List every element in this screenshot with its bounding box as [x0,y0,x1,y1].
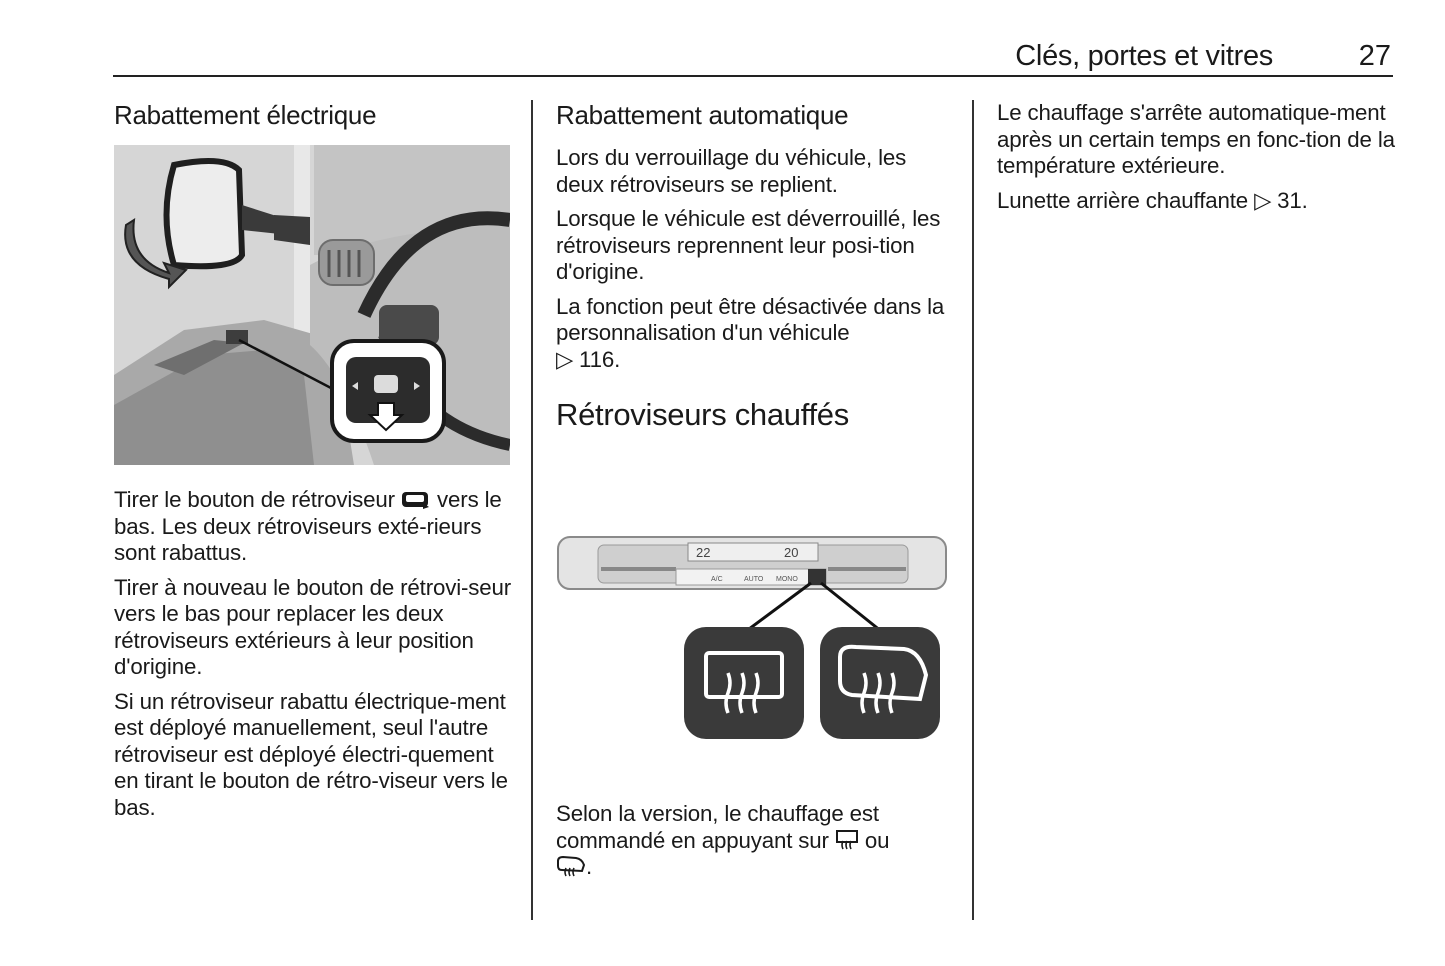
column-divider-1 [531,100,533,920]
mono-button-label: MONO [776,576,798,583]
ac-button-label: A/C [711,576,723,583]
paragraph-manual-deploy: Si un rétroviseur rabattu électrique-ment est déployé manuellement, seul l'autre rétroviseur est déployé électri-quement en tirant le bouton de rétro-viseur vers le bas. [114,688,508,820]
section-heated-mirrors: Rétroviseurs chauffés [556,397,849,432]
temp-left-display: 22 [696,545,711,560]
heading-automatic-folding: Rabattement automatique [556,100,849,130]
mirror-switch-icon [401,490,431,510]
mirror-folding-illustration [114,145,510,465]
paragraph-rear-window-ref: Lunette arrière chauffante ▷ 31. [997,187,1308,213]
heading-electric-folding: Rabattement électrique [114,100,377,130]
paragraph-redeploy: Tirer à nouveau le bouton de rétrovi-seur vers le bas pour replacer les deux rétroviseurs extérieurs à leur position d'origine. [114,574,512,679]
page-number: 27 [1358,40,1391,72]
temp-right-display: 20 [784,545,799,560]
climate-panel-illustration [556,525,948,747]
running-header-title: Clés, portes et vitres [1015,40,1273,72]
paragraph-personalisation: La fonction peut être désactivée dans la personnalisation d'un véhicule ▷ 116. [556,293,945,372]
column-1 [114,100,514,145]
header-rule [113,75,1393,77]
paragraph-locking: Lors du verrouillage du véhicule, les deux rétroviseurs se replient. [556,145,907,197]
page-ref-arrow-icon: ▷ [556,346,573,372]
paragraph-auto-off: Le chauffage s'arrête automatique-ment après un certain temps en fonc-tion de la température extérieure. [997,100,1395,178]
column-2 [556,100,956,433]
page-ref-116: 116. [579,346,621,372]
mirror-heat-icon [556,855,586,877]
paragraph-heated-control: Selon la version, le chauffage est commandé en appuyant sur ou . [556,801,890,879]
page-ref-arrow-icon: ▷ [1254,187,1272,213]
auto-button-label: AUTO [744,576,764,583]
column-3 [997,100,1397,222]
column-divider-2 [972,100,974,920]
paragraph-pull-switch: Tirer le bouton de rétroviseur vers le bas. Les deux rétroviseurs exté-rieurs sont rabattus. [114,487,502,565]
rear-window-heat-icon [835,829,859,851]
page-ref-31: 31. [1277,187,1308,213]
paragraph-unlocking: Lorsque le véhicule est déverrouillé, les rétroviseurs reprennent leur posi-tion d'origine. [556,206,941,284]
